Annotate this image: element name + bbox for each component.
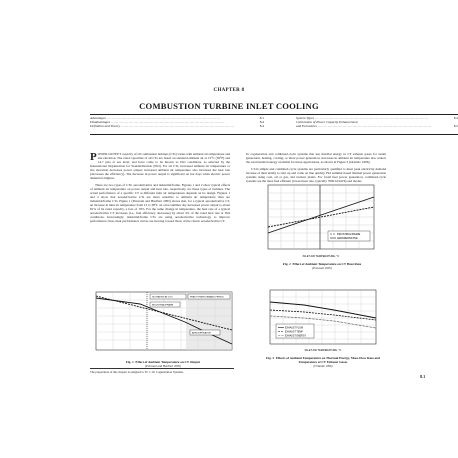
drop-cap: P (90, 150, 97, 163)
toc-entry-label: Definition and Theory (90, 124, 121, 129)
toc-entry[interactable]: and Economics ........................................................................................... 8.5 (296, 124, 458, 129)
aeroderivative-label: AERODERIVATIVE (192, 332, 211, 335)
paragraph: CT-in simple and combined-cycle systems are particularly qualified to meet peak electricity demand because of their ability to start up and come on line quickly. Hot summer-based thermal power generation systems using coal, oil or gas, and nuclear plants. For fossil fuel power generation, combined-cycle systems are the most fuel efficient (lowest heat rate, typically 7000 kJ/kWh) and moder- (246, 166, 386, 183)
figure-1-chart (90, 290, 236, 358)
figure-3-caption: Fig. 3 Effects of Ambient Temperature on Thermal Energy, Mass-Flow Rate and Temperature of CT Exhaust Gases (Orlando 1996) (266, 356, 380, 368)
toc-entry-page: 8.4 (259, 120, 264, 125)
legend-item: EXHAUST TEMP (285, 331, 303, 334)
body-column-right (246, 152, 386, 185)
body-column-left (90, 152, 230, 226)
toc-entry-label: and Economics (296, 124, 317, 129)
page-number: 8.1 (420, 374, 426, 379)
legend-item: INDUSTRIAL/FRAME (337, 233, 361, 236)
toc-entry-page: 8.4 (453, 116, 458, 120)
figure-2-chart (262, 183, 378, 259)
toc-right-column (296, 116, 458, 129)
toc-entry-page: 8.5 (453, 124, 458, 129)
paragraph: POWER OUTPUT capacity of all combustion turbines (CTs) varies with ambient air temperature and site elevation. The rated capacities of all CTs are based on standard ambient air at 15°C (59°F) and 14.7 psia at sea level, and have come to be known as ISO conditions, as selected by the International Organization for Standardization (ISO). For all CTs, increased ambient air temperature or site elevation decreases power output; increased ambient air temperature also increases the heat rate (decreases the efficiency). The decrease in power output is significant on hot days when electric power demand is highest. (90, 150, 230, 181)
figure-3-chart (264, 288, 380, 354)
figure-2-caption: Fig. 2 Effect of Ambient Temperature on CT Heat Rate (Punwani 2005) (282, 262, 362, 270)
chapter-title: COMBUSTION TURBINE INLET COOLING (139, 101, 319, 111)
peak-demand-label: PEAK POWER DEMAND PERIOD (190, 296, 224, 299)
figure-1-caption: Fig. 1 Effect of Ambient Temperature on CT Output (Punwani and Hurlbert 2005) (125, 360, 201, 368)
x-axis-label: INLET AIR TEMPERATURE, °C (302, 255, 340, 258)
chapter-number: CHAPTER 8 (213, 88, 245, 93)
toc-entry-page: 8.4 (259, 124, 264, 129)
toc-entry[interactable]: Advantages ........................................................................................... 8.1 (90, 116, 264, 120)
toc-left-column (90, 116, 264, 129)
industrial-frame-label: INDUSTRIAL/FRAME (152, 304, 174, 307)
legend-item: EXHAUST ENERGY (285, 335, 307, 338)
toc-entry-label: Advantages (90, 116, 106, 120)
iso-rating-label: ISO RATING AT 15°C (152, 296, 174, 299)
toc-entry-label: Disadvantages (90, 120, 111, 125)
toc-entry[interactable]: System Types ........................................................................................... 8.4 (296, 116, 458, 120)
toc-entry-label: System Types (296, 116, 314, 120)
toc-entry-label: Calculation of Power Capacity Enhancement (296, 120, 358, 125)
x-axis-label: INLET AIR TEMPERATURE, °C (304, 349, 342, 352)
paragraph: There are two types of CTs: aeroderivative and industrial/frame. Figures 1 and 2 show typical effects of ambient air temperature on power output and heat rate, respectively, for these types of turbines. The actual performance of a specific CT at different inlet air temperatures depends on its design. Figures 1 and 2 show that aeroderivative CTs are more sensitive to ambient air temperature than are industrial/frame CTs. Figure 1 (Punwani and Hurlbert 2005) shows that, for a typical aeroderivative CT, an increase in inlet air temperature from 15 to 38°C on a hot summer day decreases power output to about 81% of its rated capacity, a loss of 19%. For the same change in temperature, the heat rate of a typical aeroderivative CT increases (i.e., fuel efficiency decreases) by about 4% of the rated heat rate at ISO conditions. Increasingly, industrial/frame CTs are using aeroderivative technology to improve performance; thus, their performance curves are moving toward those of the classic aeroderivative CT. (90, 182, 230, 224)
toc-entry-page: 8.1 (259, 116, 264, 120)
toc-entry[interactable]: Disadvantages ........................................................................................... 8.4 (90, 120, 264, 125)
footnote: The preparation of this chapter is assigned to TC 1.10, Cogeneration Systems. (90, 368, 234, 375)
toc-top-rule (90, 114, 458, 115)
toc-bottom-rule (90, 134, 458, 135)
legend-item: AERODERIVATIVE (337, 237, 358, 240)
toc-entry[interactable]: Definition and Theory ........................................................................................... 8.4 (90, 124, 264, 129)
legend-item: EXHAUST FLOW (285, 327, 304, 330)
paragraph: In cogeneration and combined-cycle systems that use thermal energy in CT exhaust gases for steam generation, heating, cooling, or more power generation, increases in ambient air temperature also reduce the total thermal energy available for these applications, as shown in Figure 3 (Orlando 1996). (246, 152, 386, 165)
